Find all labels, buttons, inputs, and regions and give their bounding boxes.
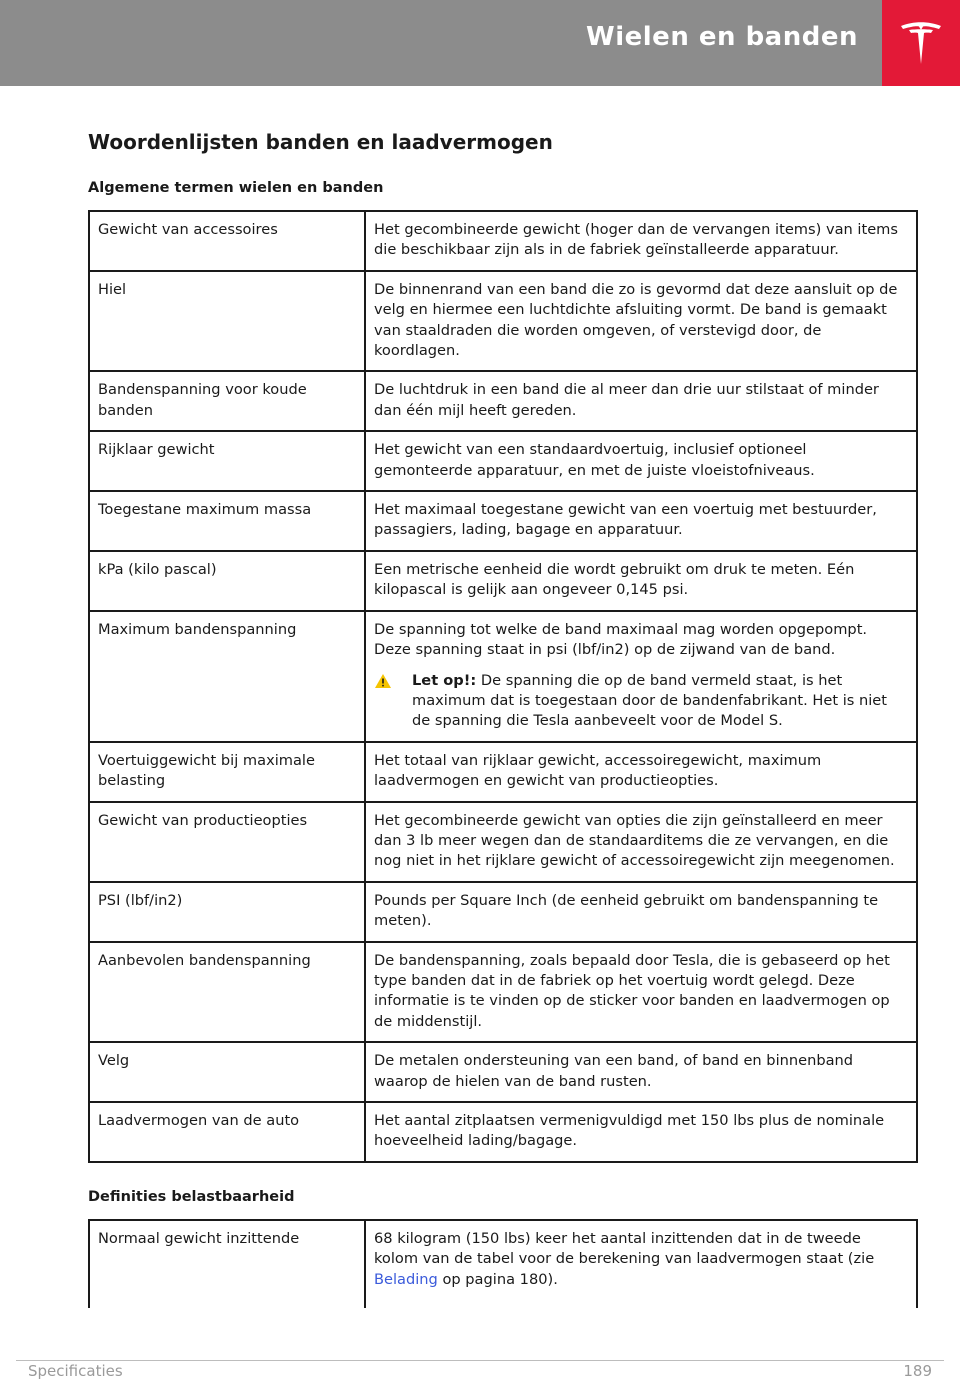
- definition-cell: Het totaal van rijklaar gewicht, accessoiregewicht, maximum laadvermogen en gewicht van productieopties.: [365, 742, 917, 802]
- term-cell: Gewicht van accessoires: [89, 211, 365, 271]
- definition-text: 68 kilogram (150 lbs) keer het aantal inzittenden dat in de tweede kolom van de tabel voor de berekening van laadvermogen staat (zie: [374, 1229, 875, 1268]
- table-row: [89, 371, 917, 431]
- definition-cell: Het gecombineerde gewicht van opties die zijn geïnstalleerd en meer dan 3 lb meer wegen dan de standaarditems die ze vervangen, en die nog niet in het rijklare gewicht of accessoiregewicht zijn meegenomen.: [365, 802, 917, 882]
- page-header: [0, 0, 960, 86]
- page-title: Woordenlijsten banden en laadvermogen: [88, 130, 553, 154]
- definition-cell: [365, 1220, 917, 1308]
- definition-cell: De binnenrand van een band die zo is gevormd dat deze aansluit op de velg en hiermee een luchtdichte afsluiting vormt. De band is gemaakt van staaldraden die worden omgeven, of verstevigd door, de koordlagen.: [365, 271, 917, 372]
- term-cell: Voertuiggewicht bij maximale belasting: [89, 742, 365, 802]
- warning-note: [374, 671, 908, 732]
- load-definitions-table: [88, 1219, 918, 1308]
- definition-cell: Het aantal zitplaatsen vermenigvuldigd met 150 lbs plus de nominale hoeveelheid lading/bagage.: [365, 1102, 917, 1162]
- definition-cell: Het gecombineerde gewicht (hoger dan de vervangen items) van items die beschikbaar zijn als in de fabriek geïnstalleerde apparatuur.: [365, 211, 917, 271]
- table-row: [89, 551, 917, 611]
- term-cell: Gewicht van productieopties: [89, 802, 365, 882]
- term-cell: PSI (lbf/in2): [89, 882, 365, 942]
- definition-text-end: op pagina 180).: [437, 1270, 558, 1288]
- warning-body: De spanning die op de band vermeld staat, is het maximum dat is toegestaan door de bandenfabrikant. Het is niet de spanning die Tesla aanbeveelt voor de Model S.: [412, 671, 887, 730]
- warning-icon: [374, 671, 412, 732]
- warning-label: Let op!:: [412, 671, 477, 689]
- table-row: [89, 882, 917, 942]
- table-row: [89, 942, 917, 1043]
- definition-cell: [365, 611, 917, 742]
- term-cell: Rijklaar gewicht: [89, 431, 365, 491]
- term-cell: Velg: [89, 1042, 365, 1102]
- term-cell: Bandenspanning voor koude banden: [89, 371, 365, 431]
- load-definitions-title: Definities belastbaarheid: [88, 1188, 295, 1205]
- page-number: 189: [903, 1362, 932, 1380]
- table-row: [89, 1220, 917, 1308]
- general-terms-title: Algemene termen wielen en banden: [88, 180, 384, 196]
- definition-cell: Het maximaal toegestane gewicht van een voertuig met bestuurder, passagiers, lading, bagage en apparatuur.: [365, 491, 917, 551]
- term-cell: kPa (kilo pascal): [89, 551, 365, 611]
- term-cell: Aanbevolen bandenspanning: [89, 942, 365, 1043]
- definition-cell: Het gewicht van een standaardvoertuig, inclusief optioneel gemonteerde apparatuur, en met de juiste vloeistofniveaus.: [365, 431, 917, 491]
- table-row: [89, 431, 917, 491]
- term-cell: Hiel: [89, 271, 365, 372]
- definition-cell: De metalen ondersteuning van een band, of band en binnenband waarop de hielen van de band rusten.: [365, 1042, 917, 1102]
- definition-cell: De bandenspanning, zoals bepaald door Tesla, die is gebaseerd op het type banden dat in de fabriek op het voertuig wordt gelegd. Deze informatie is te vinden op de sticker voor banden en laadvermogen op de middenstijl.: [365, 942, 917, 1043]
- header-title: Wielen en banden: [586, 22, 858, 52]
- table-row: [89, 611, 917, 742]
- tesla-logo-icon: [899, 20, 943, 66]
- definition-text: De spanning tot welke de band maximaal mag worden opgepompt. Deze spanning staat in psi (lbf/in2) op de zijwand van de band.: [374, 620, 868, 659]
- table-row: [89, 271, 917, 372]
- definition-cell: Pounds per Square Inch (de eenheid gebruikt om bandenspanning te meten).: [365, 882, 917, 942]
- table-row: [89, 1102, 917, 1162]
- table-row: [89, 802, 917, 882]
- footer-divider: [16, 1360, 944, 1361]
- main-content: [88, 130, 918, 1308]
- term-cell: Maximum bandenspanning: [89, 611, 365, 742]
- warning-text: [412, 671, 908, 732]
- footer-section-name: Specificaties: [28, 1362, 123, 1380]
- belading-link[interactable]: Belading: [374, 1270, 438, 1288]
- general-terms-table: [88, 210, 918, 1163]
- definition-cell: Een metrische eenheid die wordt gebruikt om druk te meten. Eén kilopascal is gelijk aan ongeveer 0,145 psi.: [365, 551, 917, 611]
- term-cell: Toegestane maximum massa: [89, 491, 365, 551]
- table-row: [89, 211, 917, 271]
- table-row: [89, 742, 917, 802]
- brand-logo: [882, 0, 960, 86]
- term-cell: Normaal gewicht inzittende: [89, 1220, 365, 1308]
- term-cell: Laadvermogen van de auto: [89, 1102, 365, 1162]
- table-row: [89, 491, 917, 551]
- definition-cell: De luchtdruk in een band die al meer dan drie uur stilstaat of minder dan één mijl heeft gereden.: [365, 371, 917, 431]
- table-row: [89, 1042, 917, 1102]
